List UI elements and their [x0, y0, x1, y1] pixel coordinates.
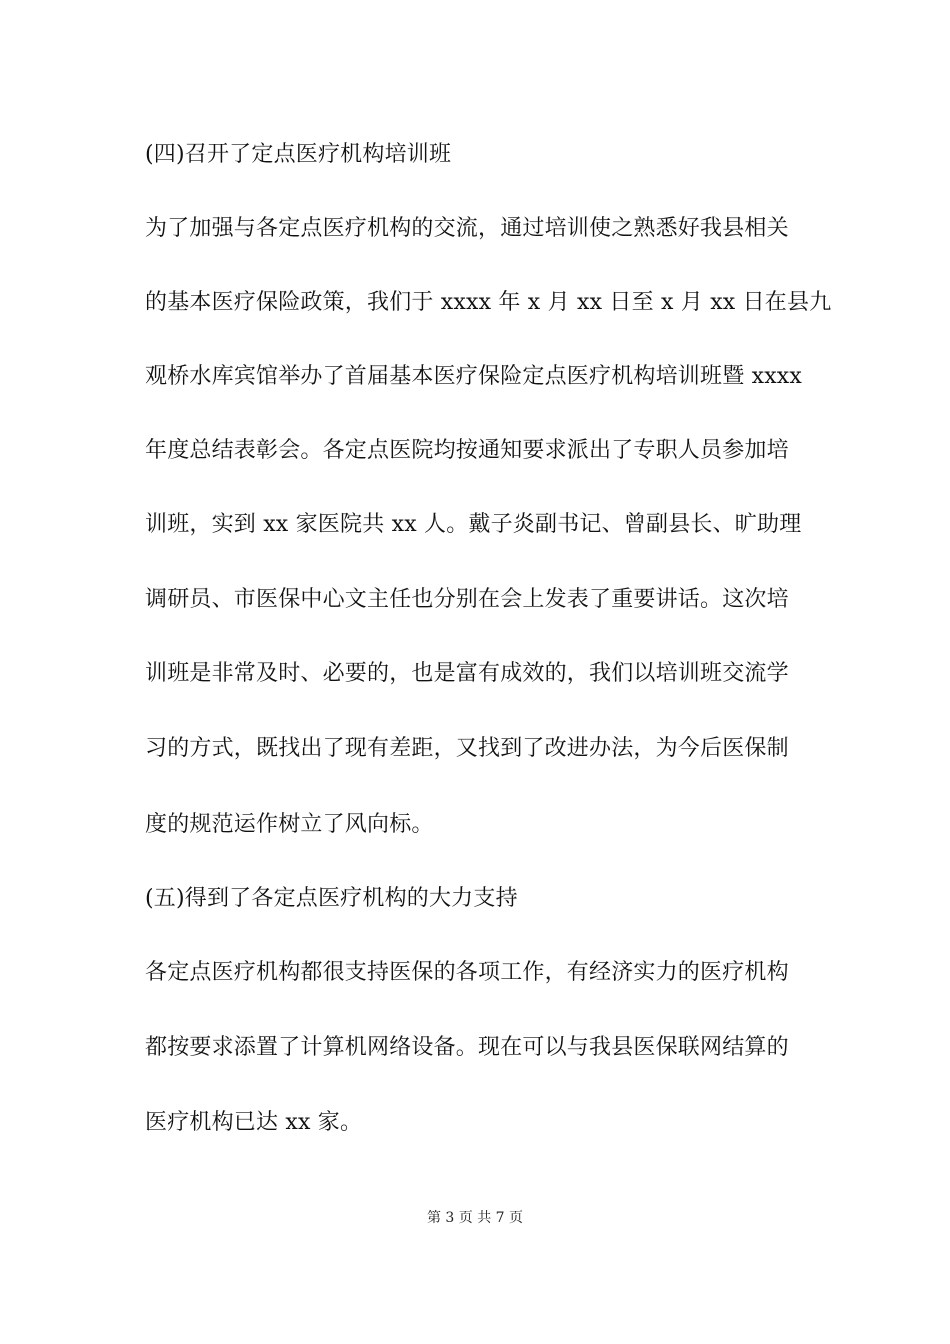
- paragraph-line: 医疗机构已达 xx 家。: [145, 1110, 363, 1135]
- paragraph-line: 调研员、市医保中心文主任也分别在会上发表了重要讲话。这次培: [145, 587, 789, 612]
- paragraph-line: 各定点医疗机构都很支持医保的各项工作，有经济实力的医疗机构: [145, 960, 789, 985]
- paragraph-line: 为了加强与各定点医疗机构的交流，通过培训使之熟悉好我县相关: [145, 216, 789, 241]
- page-number-footer: 第 3 页 共 7 页: [426, 1210, 524, 1226]
- paragraph-line: 年度总结表彰会。各定点医院均按通知要求派出了专职人员参加培: [145, 438, 789, 463]
- paragraph-line: 的基本医疗保险政策，我们于 xxxx 年 x 月 xx 日至 x 月 xx 日在县九: [145, 290, 832, 315]
- section-heading-five: (五)得到了各定点医疗机构的大力支持: [145, 886, 518, 911]
- paragraph-line: 训班，实到 xx 家医院共 xx 人。戴子炎副书记、曾副县长、旷助理: [145, 512, 802, 537]
- paragraph-line: 都按要求添置了计算机网络设备。现在可以与我县医保联网结算的: [145, 1035, 789, 1060]
- paragraph-line: 度的规范运作树立了风向标。: [145, 812, 434, 837]
- paragraph-line: 习的方式，既找出了现有差距，又找到了改进办法，为今后医保制: [145, 736, 789, 761]
- paragraph-line: 训班是非常及时、必要的，也是富有成效的，我们以培训班交流学: [145, 661, 789, 686]
- section-heading-four: (四)召开了定点医疗机构培训班: [145, 142, 452, 167]
- paragraph-line: 观桥水库宾馆举办了首届基本医疗保险定点医疗机构培训班暨 xxxx: [145, 364, 803, 389]
